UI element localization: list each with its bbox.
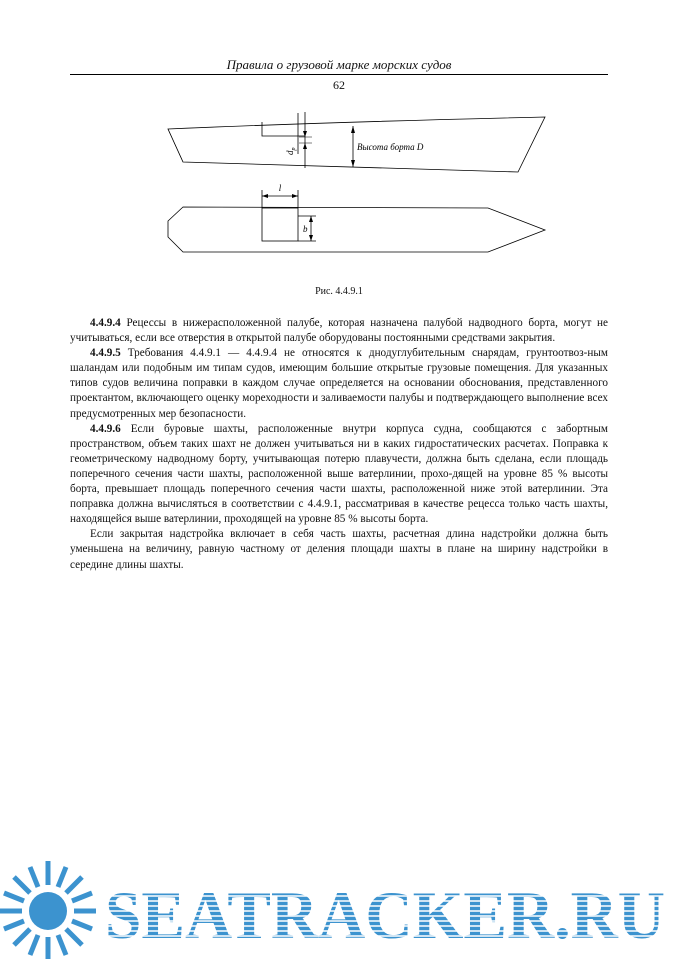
page-number: 62 xyxy=(333,78,345,92)
label-dr: $d_р$ xyxy=(285,147,297,155)
label-l: l xyxy=(278,183,282,193)
seatracker-watermark xyxy=(0,855,678,959)
running-header-title: Правила о грузовой марке морских судов xyxy=(226,57,452,72)
body-text xyxy=(70,316,608,573)
label-b: b xyxy=(303,224,308,234)
watermark-stripes xyxy=(105,877,665,953)
watermark-text: SEATRACKER.RU xyxy=(105,877,665,953)
recess-plan xyxy=(262,208,298,241)
paragraph-number: 4.4.9.6 xyxy=(90,422,121,435)
figure-4-4-9-1 xyxy=(0,0,678,310)
sun-icon xyxy=(0,861,96,959)
label-depth: Высота борта D xyxy=(357,142,424,152)
hull-plan-view xyxy=(168,190,545,252)
paragraph-number: 4.4.9.5 xyxy=(90,347,121,360)
figure-caption: Рис. 4.4.9.1 xyxy=(315,286,363,297)
paragraph-number: 4.4.9.4 xyxy=(90,317,121,329)
paragraph-4-4-9-6: 4.4.9.6 Если буровые шахты, расположенные внутри корпуса судна, сообщаются с забортным пространством, объем таких шахт не должен учитываться ни в каких гидростатических расчетах. Поправка к геометрическому надводному борту, учитывающая потерю плавучести, должна быть сделана, если площадь поперечного сечения части шахты, расположенной выше ватерлинии, прохо-дящей на уровне 85 % высоты борта, превышает площадь поперечного сечения части шахты, расположенной ниже этой ватерлинии. Эта поправка должна вычисляться в соответствии с 4.4.9.1, рассматривая в качестве рецесса только часть шахты, находящейся выше ватерлинии, проходящей на уровне 85 % высоты борта. xyxy=(70,422,608,526)
paragraph-4-4-9-4: 4.4.9.4 Рецессы в нижерасположенной палубе, которая назначена палубой надводного борта, могут не учитываться, если все отверстия в открытой палубе оборудованы постоянными средствами закрытия. xyxy=(70,317,608,345)
paragraph-4-4-9-5: 4.4.9.5 Требования 4.4.9.1 — 4.4.9.4 не относятся к днодуглубительным снарядам, грунтоотвоз-ным шаландам или подобным им типам судов, имеющим большие открытые грузовые помещения. Для указанных типов судов величина поправки в каждом случае определяется на основании обоснования, представленного проектантом, включающего оценку мореходности и заливаемости палубы и подтверждающего выполнение всех предусмотренных мер безопасности. xyxy=(70,347,608,420)
paragraph-shaft-superstructure: Если закрытая надстройка включает в себя часть шахты, расчетная длина надстройки должна быть уменьшена на величину, равную частному от деления площади шахты в плане на ширину надстройки в середине длины шахты. xyxy=(70,528,608,571)
